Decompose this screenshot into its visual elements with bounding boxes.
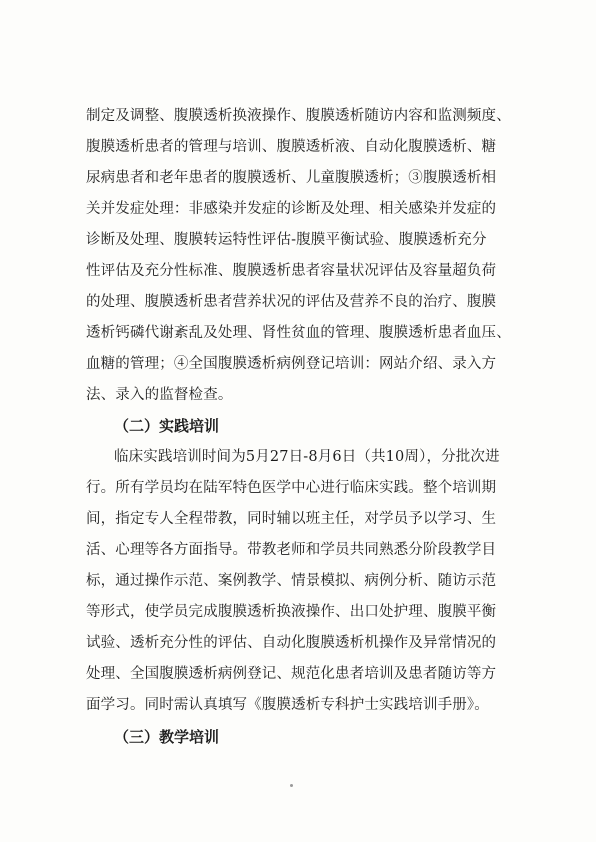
section-heading-teaching: （三）教学培训 (114, 728, 220, 746)
paragraph-line: 活、心理等各方面指导。带教老师和学员共同熟悉分阶段教学目 (86, 542, 497, 558)
paragraph-line: 性评估及充分性标准、腹膜透析患者容量状况评估及容量超负荷 (86, 263, 497, 279)
paragraph-line: 行。所有学员均在陆军特色医学中心进行临床实践。整个培训期 (86, 480, 497, 496)
paragraph-line: 法、录入的监督检查。 (86, 387, 233, 403)
paragraph-line: 诊断及处理、腹膜转运特性评估-腹膜平衡试验、腹膜透析充分 (86, 232, 487, 248)
paragraph-line: 等形式，使学员完成腹膜透析换液操作、出口处护理、腹膜平衡 (86, 604, 497, 620)
paragraph-line: 临床实践培训时间为5月27日-8月6日（共10周），分批次进 (114, 449, 500, 465)
paragraph-line: 面学习。同时需认真填写《腹膜透析专科护士实践培训手册》。 (86, 697, 489, 713)
paragraph-line: 处理、全国腹膜透析病例登记、规范化患者培训及患者随访等方 (86, 666, 497, 682)
paragraph-line: 标，通过操作示范、案例教学、情景模拟、病例分析、随访示范 (86, 573, 497, 589)
paragraph-line: 关并发症处理：非感染并发症的诊断及处理、相关感染并发症的 (86, 201, 497, 217)
paragraph-line: 腹膜透析患者的管理与培训、腹膜透析液、自动化腹膜透析、糖 (86, 139, 497, 155)
section-heading-practice: （二）实践培训 (114, 417, 220, 435)
paragraph-line: 试验、透析充分性的评估、自动化腹膜透析机操作及异常情况的 (86, 635, 497, 651)
paragraph-line: 血糖的管理；④全国腹膜透析病例登记培训：网站介绍、录入方 (86, 356, 497, 372)
paragraph-line: 间，指定专人全程带教，同时辅以班主任，对学员予以学习、生 (86, 511, 497, 527)
paragraph-line: 透析钙磷代谢紊乱及处理、肾性贫血的管理、腹膜透析患者血压、 (86, 325, 511, 341)
paragraph-line: 制定及调整、腹膜透析换液操作、腹膜透析随访内容和监测频度、 (86, 108, 511, 124)
scan-speck (290, 784, 293, 787)
paragraph-line: 的处理、腹膜透析患者营养状况的评估及营养不良的治疗、腹膜 (86, 294, 497, 310)
paragraph-line: 尿病患者和老年患者的腹膜透析、儿童腹膜透析；③腹膜透析相 (86, 170, 497, 186)
